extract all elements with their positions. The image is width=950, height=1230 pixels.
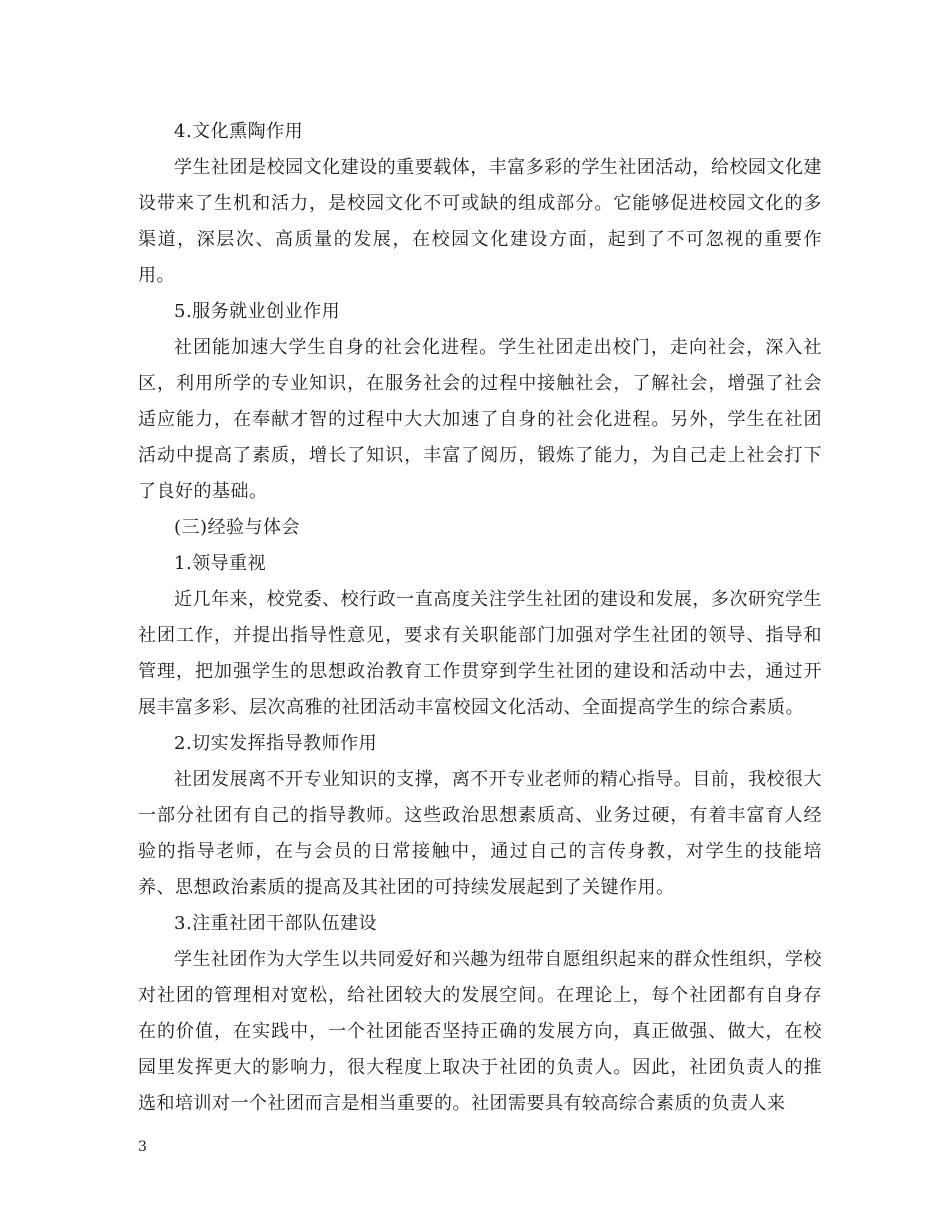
section-heading-leadership: 1.领导重视: [174, 553, 267, 574]
section-heading-experience: (三)经验与体会: [174, 517, 301, 538]
paragraph-advisors: 社团发展离不开专业知识的支撑，离不开专业老师的精心指导。目前，我校很大一部分社团有自己的指导教师。这些政治思想素质高、业务过硬，有着丰富育人经验的指导老师，在与会员的日常接触中，通过自己的言传身教，对学生的技能培养、思想政治素质的提高及其社团的可持续发展起到了关键作用。: [138, 769, 822, 898]
section-heading-cadre: 3.注重社团干部队伍建设: [174, 913, 378, 934]
paragraph-cadre: 学生社团作为大学生以共同爱好和兴趣为纽带自愿组织起来的群众性组织，学校对社团的管理相对宽松，给社团较大的发展空间。在理论上，每个社团都有自身存在的价值，在实践中，一个社团能否坚持正确的发展方向，真正做强、做大，在校园里发挥更大的影响力，很大程度上取决于社团的负责人。因此，社团负责人的推选和培训对一个社团而言是相当重要的。社团需要具有较高综合素质的负责人来: [138, 949, 822, 1114]
paragraph-cultural-influence: 学生社团是校园文化建设的重要载体，丰富多彩的学生社团活动，给校园文化建设带来了生机和活力，是校园文化不可或缺的组成部分。它能够促进校园文化的多渠道，深层次、高质量的发展，在校园文化建设方面，起到了不可忽视的重要作用。: [138, 157, 822, 286]
paragraph-employment: 社团能加速大学生自身的社会化进程。学生社团走出校门，走向社会，深入社区，利用所学的专业知识，在服务社会的过程中接触社会，了解社会，增强了社会适应能力，在奉献才智的过程中大大加速了自身的社会化进程。另外，学生在社团活动中提高了素质，增长了知识，丰富了阅历，锻炼了能力，为自己走上社会打下了良好的基础。: [138, 337, 822, 502]
section-heading-employment: 5.服务就业创业作用: [174, 301, 341, 322]
document-body: [138, 114, 822, 1122]
page-number: 3: [138, 1139, 147, 1155]
section-heading-cultural-influence: 4.文化熏陶作用: [174, 121, 304, 142]
paragraph-leadership: 近几年来，校党委、校行政一直高度关注学生社团的建设和发展，多次研究学生社团工作，并提出指导性意见，要求有关职能部门加强对学生社团的领导、指导和管理，把加强学生的思想政治教育工作贯穿到学生社团的建设和活动中去，通过开展丰富多彩、层次高雅的社团活动丰富校园文化活动、全面提高学生的综合素质。: [138, 589, 822, 718]
section-heading-advisors: 2.切实发挥指导教师作用: [174, 733, 378, 754]
